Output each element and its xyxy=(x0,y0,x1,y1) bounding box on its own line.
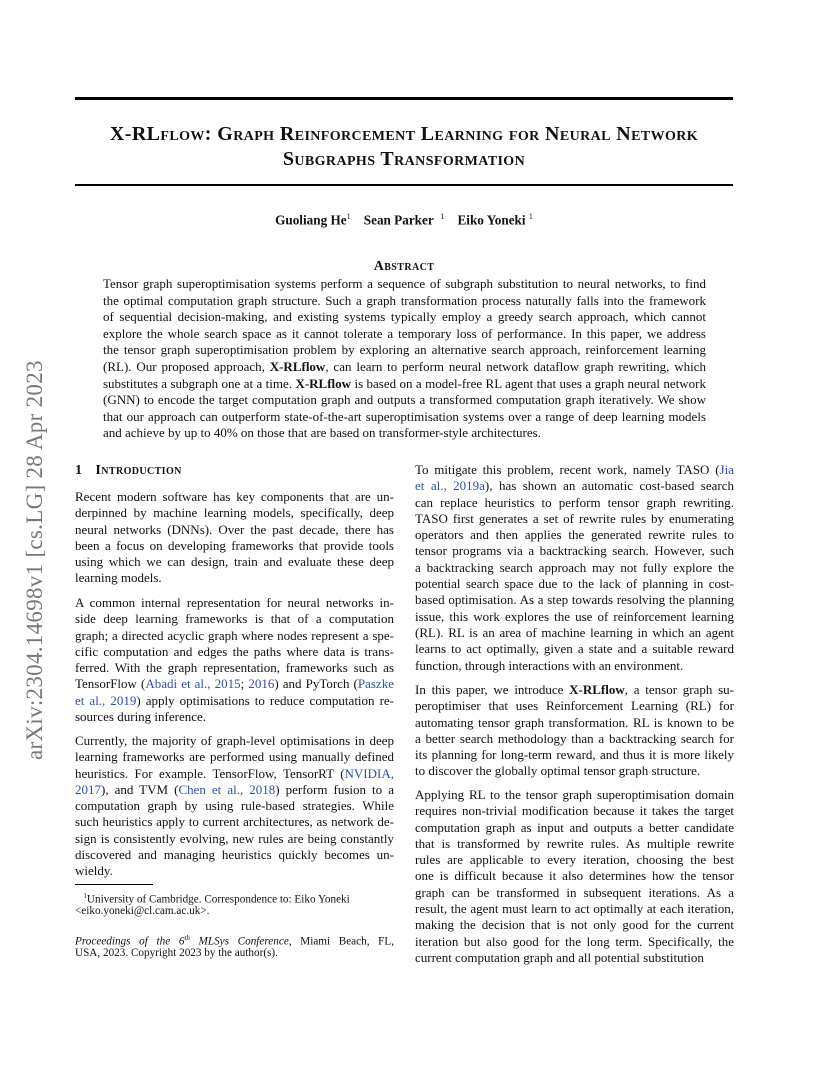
proceedings-prefix: Proceedings of the 6 xyxy=(75,935,185,948)
abstract-line: (GNN) to encode the target computation graph and outputs a transformed computation graph iteratively. We show xyxy=(103,392,706,408)
text-line: making the decision that is not only good for the current xyxy=(415,917,734,933)
citation-link[interactable]: et al., 2019 xyxy=(75,692,137,708)
text-line: using which we can design, train and evaluate these deep xyxy=(75,554,394,570)
abstract-line: and achieve by up to 40% on those that are based on transformer-style architectures. xyxy=(103,425,541,441)
text-line: sources during inference. xyxy=(75,709,207,725)
abstract-heading: Abstract xyxy=(373,259,435,274)
text-line: based optimisation. As a step towards resolving the planning xyxy=(415,592,734,608)
text-line: computation graph as input and outputs a better candidate xyxy=(415,819,734,835)
text-line: derpinned by machine learning models, specifically, deep xyxy=(75,505,394,521)
citation-link[interactable]: 2017 xyxy=(75,781,101,797)
intro-paragraph-3 xyxy=(75,733,394,880)
text-line: TASO first generates a set of rewrite rules by enumerating xyxy=(415,510,734,526)
footnote-mark: 1 xyxy=(83,892,87,900)
text-line: tensor programs via a backtracking search. However, such xyxy=(415,543,734,559)
system-name: X-RLflow xyxy=(269,358,326,374)
text-line: learning models. xyxy=(75,570,162,586)
abstract-line: of sequential decision-making, and existing systems typically employ a greedy search approach, which cannot xyxy=(103,309,706,325)
abstract-line: Tensor graph superoptimisation systems perform a sequence of subgraph substitution to neural networks, to find xyxy=(103,276,706,291)
abstract-line: (RL). Our proposed approach, X-RLflow, can learn to perform neural network dataflow graph rewriting, which xyxy=(103,358,706,374)
text-line: sign is consistently evolving, new rules are being constantly xyxy=(75,830,394,846)
proceedings-sup: th xyxy=(184,934,190,942)
title-top-rule xyxy=(75,97,733,100)
text-line: learns to act optimally, given a state and a suitable reward xyxy=(415,641,734,657)
text-line: Currently, the majority of graph-level optimisations in deep xyxy=(75,733,394,748)
text-line: et al., 2019a), has shown an automatic cost-based search xyxy=(415,478,734,494)
right-paragraph-1 xyxy=(415,462,734,674)
section-number: 1 xyxy=(75,463,83,478)
abstract-line: substitutes a subgraph one at a time. X-RLflow is based on a model-free RL agent that uses a graph neural network xyxy=(103,375,706,391)
author-affiliation-mark: 1 xyxy=(346,212,351,221)
text-line: To mitigate this problem, recent work, namely TASO (Jia xyxy=(415,462,734,477)
text-line: graph can be transformed in subsequent iterations. As a xyxy=(415,884,734,900)
abstract-line: the tensor graph superoptimisation problem by exploring an alternative search approach, reinforcement learning xyxy=(103,342,706,358)
author-affiliation-mark: 1 xyxy=(440,212,445,221)
author-name: Sean Parker xyxy=(363,212,434,228)
author-list xyxy=(75,212,733,228)
footnote xyxy=(75,889,394,918)
text-line: a better search methodology than a backtracking search for xyxy=(415,730,734,746)
text-line: In this paper, we introduce X-RLflow, a tensor graph su- xyxy=(415,682,734,697)
text-line: (RL). RL is an area of machine learning in which an agent xyxy=(415,624,734,640)
citation-link[interactable]: Chen et al., 2018 xyxy=(178,781,276,797)
footnote-line-2: <eiko.yoneki@cl.cam.ac.uk>. xyxy=(75,904,210,917)
footnote-line-1: University of Cambridge. Correspondence to: Eiko Yoneki xyxy=(86,893,350,906)
intro-paragraph-1 xyxy=(75,489,394,587)
proceedings-conference: MLSys Conference xyxy=(189,935,289,948)
author-name: Eiko Yoneki xyxy=(457,212,526,228)
paper-title-line-1: X-RLflow: Graph Reinforcement Learning for Neural Network xyxy=(109,123,699,145)
text-line: that is transformed by rewrite rules. As multiple rewrite xyxy=(415,835,734,851)
text-line: Applying RL to the tensor graph superoptimisation domain xyxy=(415,787,734,802)
text-line: A common internal representation for neural networks in- xyxy=(75,595,394,610)
text-line: iteration but also good for the long term. Specifically, the xyxy=(415,933,734,949)
proceedings-copyright: USA, 2023. Copyright 2023 by the author(s). xyxy=(75,946,278,959)
text-line: current computation graph and all potential substitution xyxy=(415,949,704,965)
abstract-line: the optimal computation graph structure. Such a graph transformation process naturally falls into the framework xyxy=(103,292,706,308)
paper-title-line-2: Subgraphs Transformation xyxy=(282,148,526,170)
text-line: computation graph by using rule-based strategies. While xyxy=(75,798,394,814)
text-line: to discover the globally optimal tensor graph structure. xyxy=(415,763,701,779)
system-name: X-RLflow xyxy=(295,375,352,391)
system-name: X-RLflow xyxy=(569,682,625,697)
text-line: cific computation and edges the paths where data is trans- xyxy=(75,643,394,659)
text-line: a backtracking search approach may not fully explore the xyxy=(415,559,734,575)
text-line: wieldy. xyxy=(75,863,113,879)
text-line: requires non-trivial modification because it takes the target xyxy=(415,803,734,819)
citation-link[interactable]: 2016 xyxy=(248,676,275,692)
author-affiliation-mark: 1 xyxy=(528,212,533,221)
text-line: 2017), and TVM (Chen et al., 2018) perform fusion to a xyxy=(75,781,394,797)
proceedings-note xyxy=(75,931,394,960)
text-line: ferred. With the graph representation, frameworks such as xyxy=(75,660,394,676)
text-line: automating tensor graph transformation. RL is known to be xyxy=(415,714,734,730)
abstract-line: explore the whole search space as it cannot tolerate a temporary loss of performance. In this paper, we address xyxy=(103,325,706,341)
proceedings-location: , Miami Beach, FL, xyxy=(288,935,394,948)
right-paragraph-3 xyxy=(415,787,734,966)
text-line: neural networks (DNNs). Over the past decade, there has xyxy=(75,521,394,537)
text-line: Recent modern software has key components that are un- xyxy=(75,489,394,504)
text-line: rules are applicable to every iteration, choosing the best xyxy=(415,852,734,868)
text-line: can replace heuristics to perform tensor graph rewriting. xyxy=(415,494,734,510)
text-line: function, through interactions with an environment. xyxy=(415,657,684,673)
citation-link[interactable]: Jia xyxy=(719,462,734,477)
text-line: side deep learning frameworks is that of a computation xyxy=(75,611,394,627)
citation-link[interactable]: NVIDIA, xyxy=(344,765,394,781)
arxiv-side-label: arXiv:2304.14698v1 [cs.LG] 28 Apr 2023 xyxy=(22,360,47,760)
intro-paragraph-2 xyxy=(75,595,394,725)
section-title: Introduction xyxy=(95,463,182,478)
text-line: operators and then applies the generated rewrite rules to xyxy=(415,527,734,543)
text-line: potential search space due to the lack of planning in cost- xyxy=(415,576,734,592)
text-line: et al., 2019) apply optimisations to reduce computation re- xyxy=(75,692,395,708)
text-line: peroptimiser that uses Reinforcement Learning (RL) for xyxy=(415,698,734,714)
text-line: issue, this work explores the use of reinforcement learning xyxy=(415,608,734,624)
abstract-line: that our approach can outperform state-of-the-art superoptimisation systems over a range of deep learning models xyxy=(103,408,706,424)
citation-link[interactable]: Paszke xyxy=(357,676,394,692)
citation-link[interactable]: Abadi et al., 2015 xyxy=(145,676,241,692)
citation-link[interactable]: et al., 2019a xyxy=(415,478,485,494)
footnote-rule xyxy=(75,884,153,885)
text-line: heuristics. For example. TensorFlow, TensorRT (NVIDIA, xyxy=(75,765,394,781)
text-line: been a focus on developing frameworks that provide tools xyxy=(75,537,394,553)
text-line: one is difficult because it also determines how the tensor xyxy=(415,868,734,884)
text-line: TensorFlow (Abadi et al., 2015; 2016) and PyTorch (Paszke xyxy=(75,676,394,692)
text-line: its planning for long-term reward, and thus it is more likely xyxy=(415,747,734,763)
text-line: result, the agent must learn to act optimally at each iteration, xyxy=(415,901,734,917)
section-heading-introduction xyxy=(75,462,394,479)
right-paragraph-2 xyxy=(415,682,734,780)
text-line: such heuristics apply to current architectures, as network de- xyxy=(75,814,394,830)
abstract-body xyxy=(103,276,706,442)
author-name: Guoliang He xyxy=(275,212,347,228)
text-line: learning frameworks are performed using manually defined xyxy=(75,749,394,765)
text-line: graph; a directed acyclic graph where nodes represent a spe- xyxy=(75,627,394,643)
text-line: discovered and managing heuristics quickly becomes un- xyxy=(75,847,394,863)
title-bottom-rule xyxy=(75,184,733,186)
